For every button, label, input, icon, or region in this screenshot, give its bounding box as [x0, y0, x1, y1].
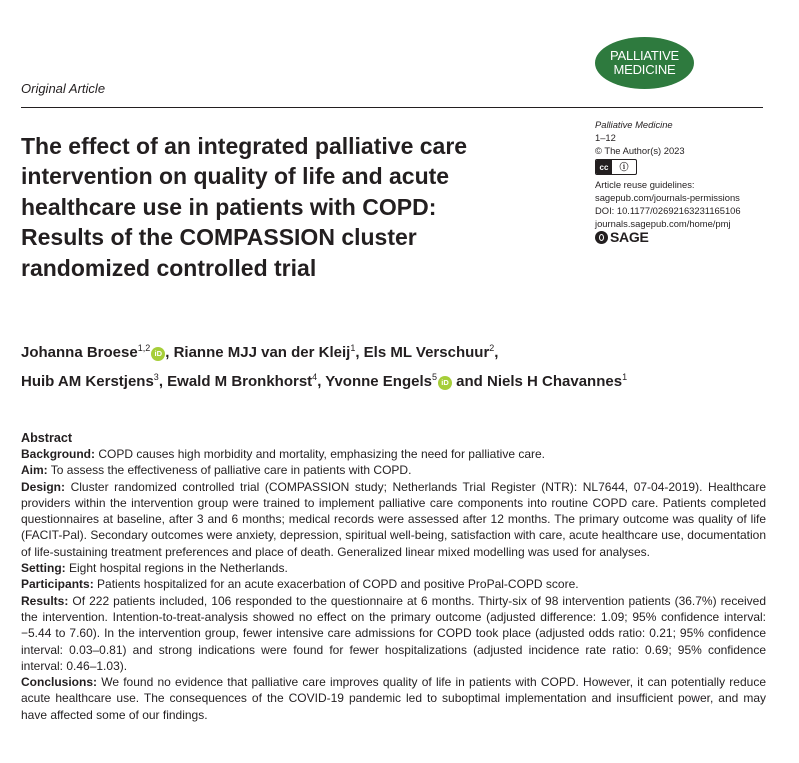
section-text: Cluster randomized controlled trial (COMPASSION study; Netherlands Trial Register (NTR): NL7644, 07-04-2019). Healthcare providers within the intervention group were trained to implement palliative care components into routine COPD care. Patients completed questionnaires at baseline, after 3 and 6 months; medical records were assessed after 12 months. The primary outcome was quality of life (FACIT-Pal). Secondary outcomes were anxiety, depression, spiritual well-being, satisfaction with care, acute healthcare use, documentation of life-sustaining treatment preferences and place of death. Generalized linear mixed modelling was used for analyses.	[21, 479, 766, 559]
section-text: COPD causes high morbidity and mortality, emphasizing the need for palliative care.	[95, 447, 546, 461]
cc-license-icon[interactable]	[595, 159, 637, 175]
publisher-logo	[595, 231, 741, 244]
author-line	[21, 365, 627, 394]
article-title	[21, 131, 541, 283]
abstract-design	[21, 479, 766, 560]
publisher-name: SAGE	[610, 229, 649, 245]
article-type: Original Article	[21, 81, 106, 96]
journal-logo-line1: PALLIATIVE	[609, 48, 680, 63]
author-affiliation: 1	[622, 372, 628, 382]
author-separator: ,	[317, 373, 326, 390]
cc-icon: cc	[596, 160, 612, 174]
sage-logo-icon	[595, 231, 608, 244]
author-separator: ,	[494, 344, 499, 361]
reuse-link[interactable]: sagepub.com/journals-permissions	[595, 192, 740, 203]
author-list	[21, 336, 627, 394]
author-affiliation: 1,2	[137, 343, 151, 353]
title-line: The effect of an integrated palliative care	[21, 133, 468, 159]
section-text: Of 222 patients included, 106 responded to the questionnaire at 6 months. Thirty-six of 98 intervention patients (36.7%) received the intervention. Intention-to-treat-analysis showed no effect on the primary outcome (adjusted difference: 1.09; 95% confidence interval: −5.44 to 7.60). In the intervention group, fewer intensive care admissions for COPD took place (adjusted odds ratio: 0.21; 95% confidence interval: 0.03–0.81) and strong indications were found for fewer hospitalizations (adjusted incidence rate ratio: 0.69; 95% confidence interval: 0.46–1.03).	[21, 593, 766, 673]
author-name: Ewald M Bronkhorst	[167, 373, 313, 390]
author-line	[21, 336, 627, 365]
author-affiliation: 1	[350, 343, 356, 353]
section-label: Setting:	[21, 561, 66, 576]
author-affiliation: 2	[489, 343, 495, 353]
abstract-participants	[21, 576, 766, 592]
abstract-heading: Abstract	[21, 431, 73, 445]
author-name: Huib AM Kerstjens	[21, 373, 154, 390]
abstract	[21, 430, 766, 723]
section-text: We found no evidence that palliative care improves quality of life in patients with COPD. However, it can potentially reduce acute healthcare use. The consequences of the COVID-19 pandemic led to suboptimal implementation and insufficient power, and may have affected some of our findings.	[21, 675, 766, 722]
journal-name: Palliative Medicine	[595, 119, 673, 130]
abstract-conclusions	[21, 674, 766, 723]
journal-logo-line2: MEDICINE	[613, 62, 676, 77]
author-separator: and	[451, 373, 487, 390]
title-line: healthcare use in patients with COPD:	[21, 193, 437, 220]
section-label: Conclusions:	[21, 675, 98, 690]
author-name: Johanna Broese	[21, 344, 138, 361]
author-name: Rianne MJJ van der Kleij	[173, 344, 351, 361]
section-text: To assess the effectiveness of palliative care in patients with COPD.	[47, 463, 412, 478]
reuse-label: Article reuse guidelines:	[595, 179, 695, 190]
author-affiliation: 5	[431, 372, 437, 382]
section-text: Patients hospitalized for an acute exacerbation of COPD and positive ProPal-COPD score.	[93, 577, 579, 592]
title-line: Results of the COMPASSION cluster	[21, 224, 417, 251]
section-text: Eight hospital regions in the Netherlands.	[65, 561, 288, 576]
author-affiliation: 4	[312, 372, 318, 382]
section-label: Participants:	[21, 577, 94, 592]
article-metadata	[595, 118, 741, 244]
author-separator: ,	[355, 344, 364, 361]
header-divider	[21, 107, 763, 108]
author-name: Niels H Chavannes	[487, 373, 623, 390]
author-separator: ,	[158, 373, 168, 390]
orcid-icon[interactable]: iD	[438, 376, 452, 390]
abstract-results	[21, 593, 766, 674]
journal-logo	[595, 37, 694, 89]
doi[interactable]: DOI: 10.1177/02692163231165106	[595, 205, 741, 216]
section-label: Background:	[21, 447, 96, 461]
attribution-icon: ⓘ	[619, 161, 629, 172]
page-range: 1–12	[595, 132, 616, 143]
author-separator: ,	[165, 344, 174, 361]
section-label: Results:	[21, 593, 69, 608]
title-line: randomized controlled trial	[21, 254, 317, 281]
copyright: © The Author(s) 2023	[595, 145, 685, 156]
author-name: Els ML Verschuur	[363, 344, 490, 361]
abstract-aim	[21, 462, 766, 478]
journal-link[interactable]: journals.sagepub.com/home/pmj	[595, 218, 731, 229]
author-name: Yvonne Engels	[325, 373, 432, 390]
section-label: Design:	[21, 479, 66, 494]
abstract-setting	[21, 560, 766, 576]
section-label: Aim:	[21, 463, 48, 478]
title-line: intervention on quality of life and acute	[21, 163, 450, 190]
author-affiliation: 3	[153, 372, 159, 382]
orcid-icon[interactable]: iD	[151, 347, 165, 361]
abstract-background	[21, 446, 766, 462]
